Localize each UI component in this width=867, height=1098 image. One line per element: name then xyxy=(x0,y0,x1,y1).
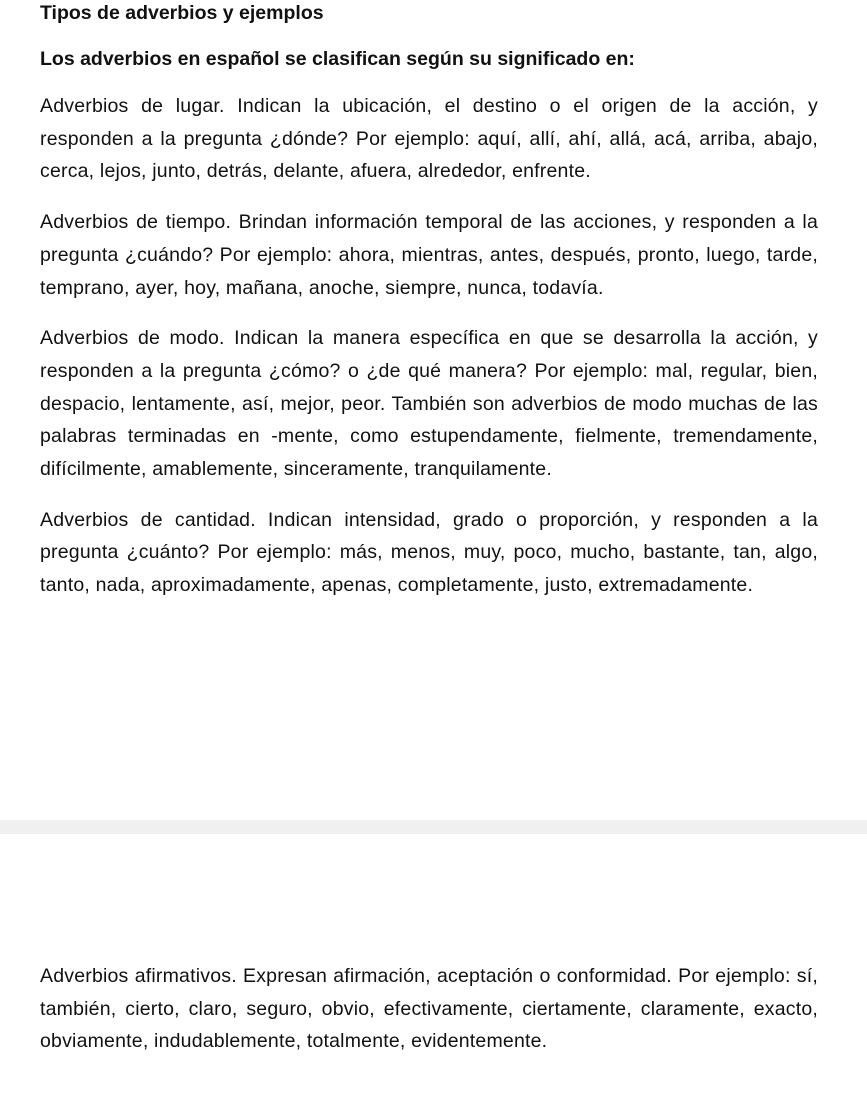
paragraph-adverbios-cantidad: Adverbios de cantidad. Indican intensidad, grado o proporción, y responden a la pregunta ¿cuánto? Por ejemplo: más, menos, muy, poco, mucho, bastante, tan, algo, tanto, nada, aproximadamente, apenas, completamente, justo, extremadamente. xyxy=(40,508,818,597)
paragraph-adverbios-afirmativos: Adverbios afirmativos. Expresan afirmación, aceptación o conformidad. Por ejemplo: sí, también, cierto, claro, seguro, obvio, efectivamente, ciertamente, claramente, exacto, obviamente, indudablemente, totalmente, evidentemente. xyxy=(40,965,818,1053)
document-page-2 xyxy=(0,834,867,1098)
paragraph-adverbios-lugar: Adverbios de lugar. Indican la ubicación, el destino o el origen de la acción, y responden a la pregunta ¿dónde? Por ejemplo: aquí, allí, ahí, allá, acá, arriba, abajo, cerca, lejos, junto, detrás, delante, afuera, alrededor, enfrente. xyxy=(40,95,818,183)
intro-heading: Los adverbios en español se clasifican según su significado en: xyxy=(40,48,635,70)
document-title: Tipos de adverbios y ejemplos xyxy=(40,2,324,24)
paragraph-adverbios-modo: Adverbios de modo. Indican la manera específica en que se desarrolla la acción, y responden a la pregunta ¿cómo? o ¿de qué manera? Por ejemplo: mal, regular, bien, despacio, lentamente, así, mejor, peor. También son adverbios de modo muchas de las palabras terminadas en -mente, como estupendamente, fielmente, tremendamente, difícilmente, amablemente, sinceramente, tranquilamente. xyxy=(40,327,818,481)
paragraph-adverbios-tiempo: Adverbios de tiempo. Brindan información temporal de las acciones, y responden a la pregunta ¿cuándo? Por ejemplo: ahora, mientras, antes, después, pronto, luego, tarde, temprano, ayer, hoy, mañana, anoche, siempre, nunca, todavía. xyxy=(40,211,818,299)
page-2-content xyxy=(40,960,818,1058)
page-1-content xyxy=(40,0,818,602)
page-separator xyxy=(0,820,867,834)
